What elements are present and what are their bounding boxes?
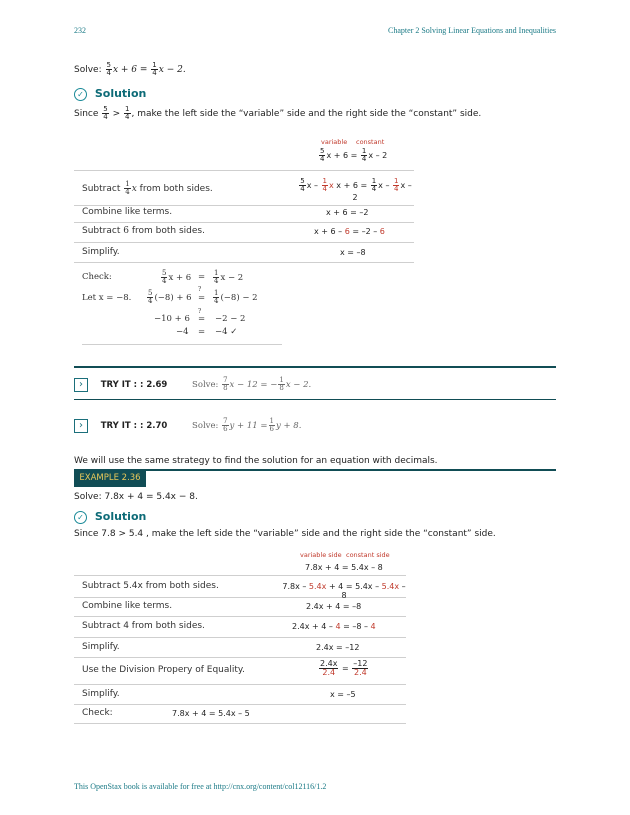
ex2-solution-heading: ✓ Solution: [74, 510, 146, 524]
ex2-row-7: Check: 7.8x + 4 = 5.4x – 5: [74, 704, 406, 724]
ex1-col-variable: variable: [321, 138, 348, 146]
ex1-problem: Solve: $\frac{5}{4}$ x + 6 = $\frac{1}{4}$ x − 2.: [74, 61, 186, 77]
check-circle-icon: ✓: [74, 88, 87, 101]
ex1-row-4: Simplify. x = –8: [74, 242, 414, 263]
ex1-since: Since $\frac{5}{4}$ > $\frac{1}{4}$ , make the left side the “variable” side and the right side the “constant” side.: [74, 105, 482, 121]
chevron-right-icon: ›: [74, 378, 88, 392]
transition-text: We will use the same strategy to find the solution for an equation with decimals.: [74, 456, 438, 466]
try-it-2-69[interactable]: › TRY IT : : 2.69 Solve: $\frac{7}{8}$ x − 12 = − $\frac{1}{8}$ x − 2.: [74, 377, 311, 392]
try-it-2-70[interactable]: › TRY IT : : 2.70 Solve: $\frac{7}{6}$ y + 11 = $\frac{1}{6}$ y + 8.: [74, 418, 301, 433]
ex1-check-block: Check: Let x = −8. $\frac{5}{4}$ x + 6 = $\frac{1}{4}$ x − 2 $\frac{5}{4}$ (−8) + 6 ? = $\frac{1}{4}$ (−8) − 2 −10 + 6 ? = −2 − 2 −4 = −4 ✓: [82, 270, 282, 345]
chapter-title: Chapter 2 Solving Linear Equations and Inequalities: [388, 26, 556, 35]
ex2-row-5: Use the Division Propery of Equality. $\frac{2.4x}{2.4}$ = $\frac{-12}{2.4}$: [74, 657, 406, 685]
chevron-right-icon: ›: [74, 419, 88, 433]
ex2-row-3: Subtract 4 from both sides. 2.4x + 4 – 4 = –8 – 4: [74, 616, 406, 638]
example-banner: EXAMPLE 2.36: [74, 470, 146, 487]
ex2-row-1: Subtract 5.4x from both sides. 7.8x – 5.4x + 4 = 5.4x – 5.4x – 8: [74, 575, 406, 598]
ex2-problem: Solve: 7.8x + 4 = 5.4x − 8.: [74, 492, 198, 502]
ex1-top-equation: $\frac{5}{4}$ x + 6 = $\frac{1}{4}$ x – 2: [320, 147, 388, 163]
ex1-solution-heading: ✓ Solution: [74, 87, 146, 101]
ex2-row-2: Combine like terms. 2.4x + 4 = –8: [74, 596, 406, 617]
ex2-row-4: Simplify. 2.4x = –12: [74, 637, 406, 658]
ex2-since: Since 7.8 > 5.4 , make the left side the “variable” side and the right side the “constant” side.: [74, 529, 496, 539]
ex1-row-3: Subtract 6 from both sides. x + 6 – 6 = –2 – 6: [74, 222, 414, 243]
ex2-top-equation: 7.8x + 4 = 5.4x – 8: [305, 563, 383, 572]
section-divider: [74, 366, 556, 368]
ex2-col-variable: variable side: [300, 551, 342, 559]
ex2-col-constant: constant side: [346, 551, 390, 559]
ex1-col-constant: constant: [356, 138, 385, 146]
try-it-divider: [74, 399, 556, 400]
page-number: 232: [74, 26, 86, 35]
check-circle-icon: ✓: [74, 511, 87, 524]
ex2-row-6: Simplify. x = –5: [74, 684, 406, 705]
ex1-row-1: Subtract $\frac{1}{4}$ x from both sides. $\frac{5}{4}$ x – $\frac{1}{4}$ x x + 6 = $\frac{1}{4}$ x – $\frac{1}{4}$ x – 2: [74, 170, 414, 206]
footer-link-text: This OpenStax book is available for free at http://cnx.org/content/col12116/1.2: [74, 782, 327, 791]
ex1-row-2: Combine like terms. x + 6 = –2: [74, 204, 414, 223]
example-banner-rule: [74, 469, 556, 471]
